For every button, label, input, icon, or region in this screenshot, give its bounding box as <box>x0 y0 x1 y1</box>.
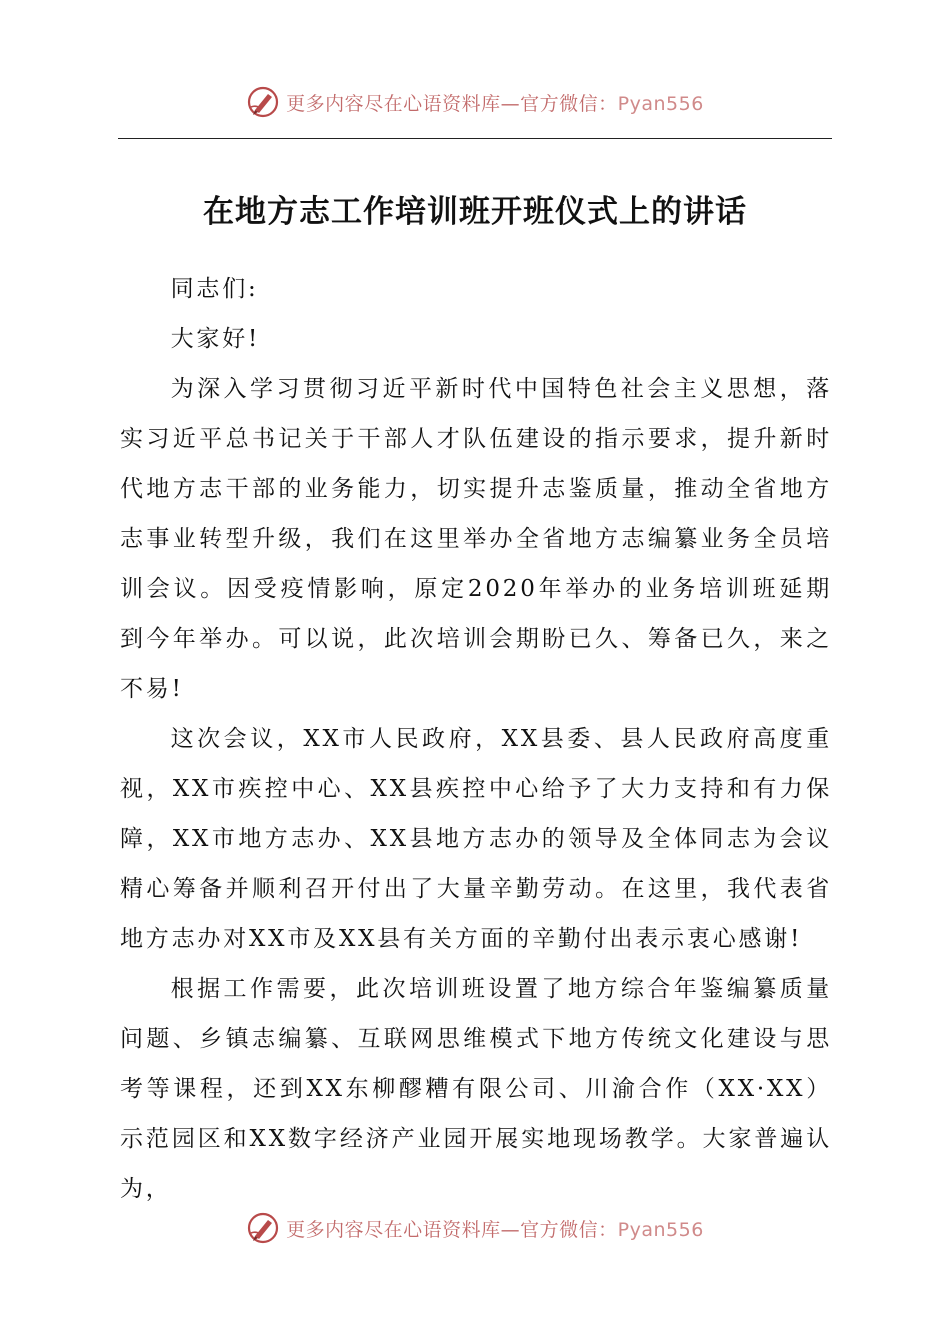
page-title: 在地方志工作培训班开班仪式上的讲话 <box>203 194 747 230</box>
body-paragraph-2: 这次会议，XX市人民政府，XX县委、县人民政府高度重视，XX市疾控中心、XX县疾控中心给予了大力支持和有力保障，XX市地方志办、XX县地方志办的领导及全体同志为会议精心筹备并顺利召开付出了大量辛勤劳动。在这里，我代表省地方志办对XX市及XX县有关方面的辛勤付出表示衷心感谢! <box>120 726 832 952</box>
body-paragraph-1: 为深入学习贯彻习近平新时代中国特色社会主义思想，落实习近平总书记关于干部人才队伍建设的指示要求，提升新时代地方志干部的业务能力，切实提升志鉴质量，推动全省地方志事业转型升级，我们在这里举办全省地方志编纂业务全员培训会议。因受疫情影响，原定2020年举办的业务培训班延期到今年举办。可以说，此次培训会期盼已久、筹备已久，来之不易! <box>120 376 832 702</box>
pen-logo-icon <box>246 1211 280 1245</box>
body-paragraph-3: 根据工作需要，此次培训班设置了地方综合年鉴编纂质量问题、乡镇志编纂、互联网思维模式下地方传统文化建设与思考等课程，还到XX东柳醪糟有限公司、川渝合作（XX·XX）示范园区和XX数字经济产业园开展实地现场教学。大家普遍认为， <box>120 976 832 1202</box>
pen-logo-icon <box>246 85 280 119</box>
document-body <box>120 264 832 1214</box>
header-divider <box>118 138 832 139</box>
footer-banner-account: Pyan556 <box>617 1218 704 1241</box>
footer-banner <box>0 1208 950 1248</box>
footer-banner-text: 更多内容尽在心语资料库—官方微信：Pyan556 <box>286 1218 704 1241</box>
header-banner <box>0 82 950 122</box>
header-banner-account: Pyan556 <box>617 92 704 115</box>
header-banner-text: 更多内容尽在心语资料库—官方微信：Pyan556 <box>286 92 704 115</box>
greeting: 大家好! <box>170 326 261 352</box>
salutation: 同志们: <box>170 276 259 302</box>
